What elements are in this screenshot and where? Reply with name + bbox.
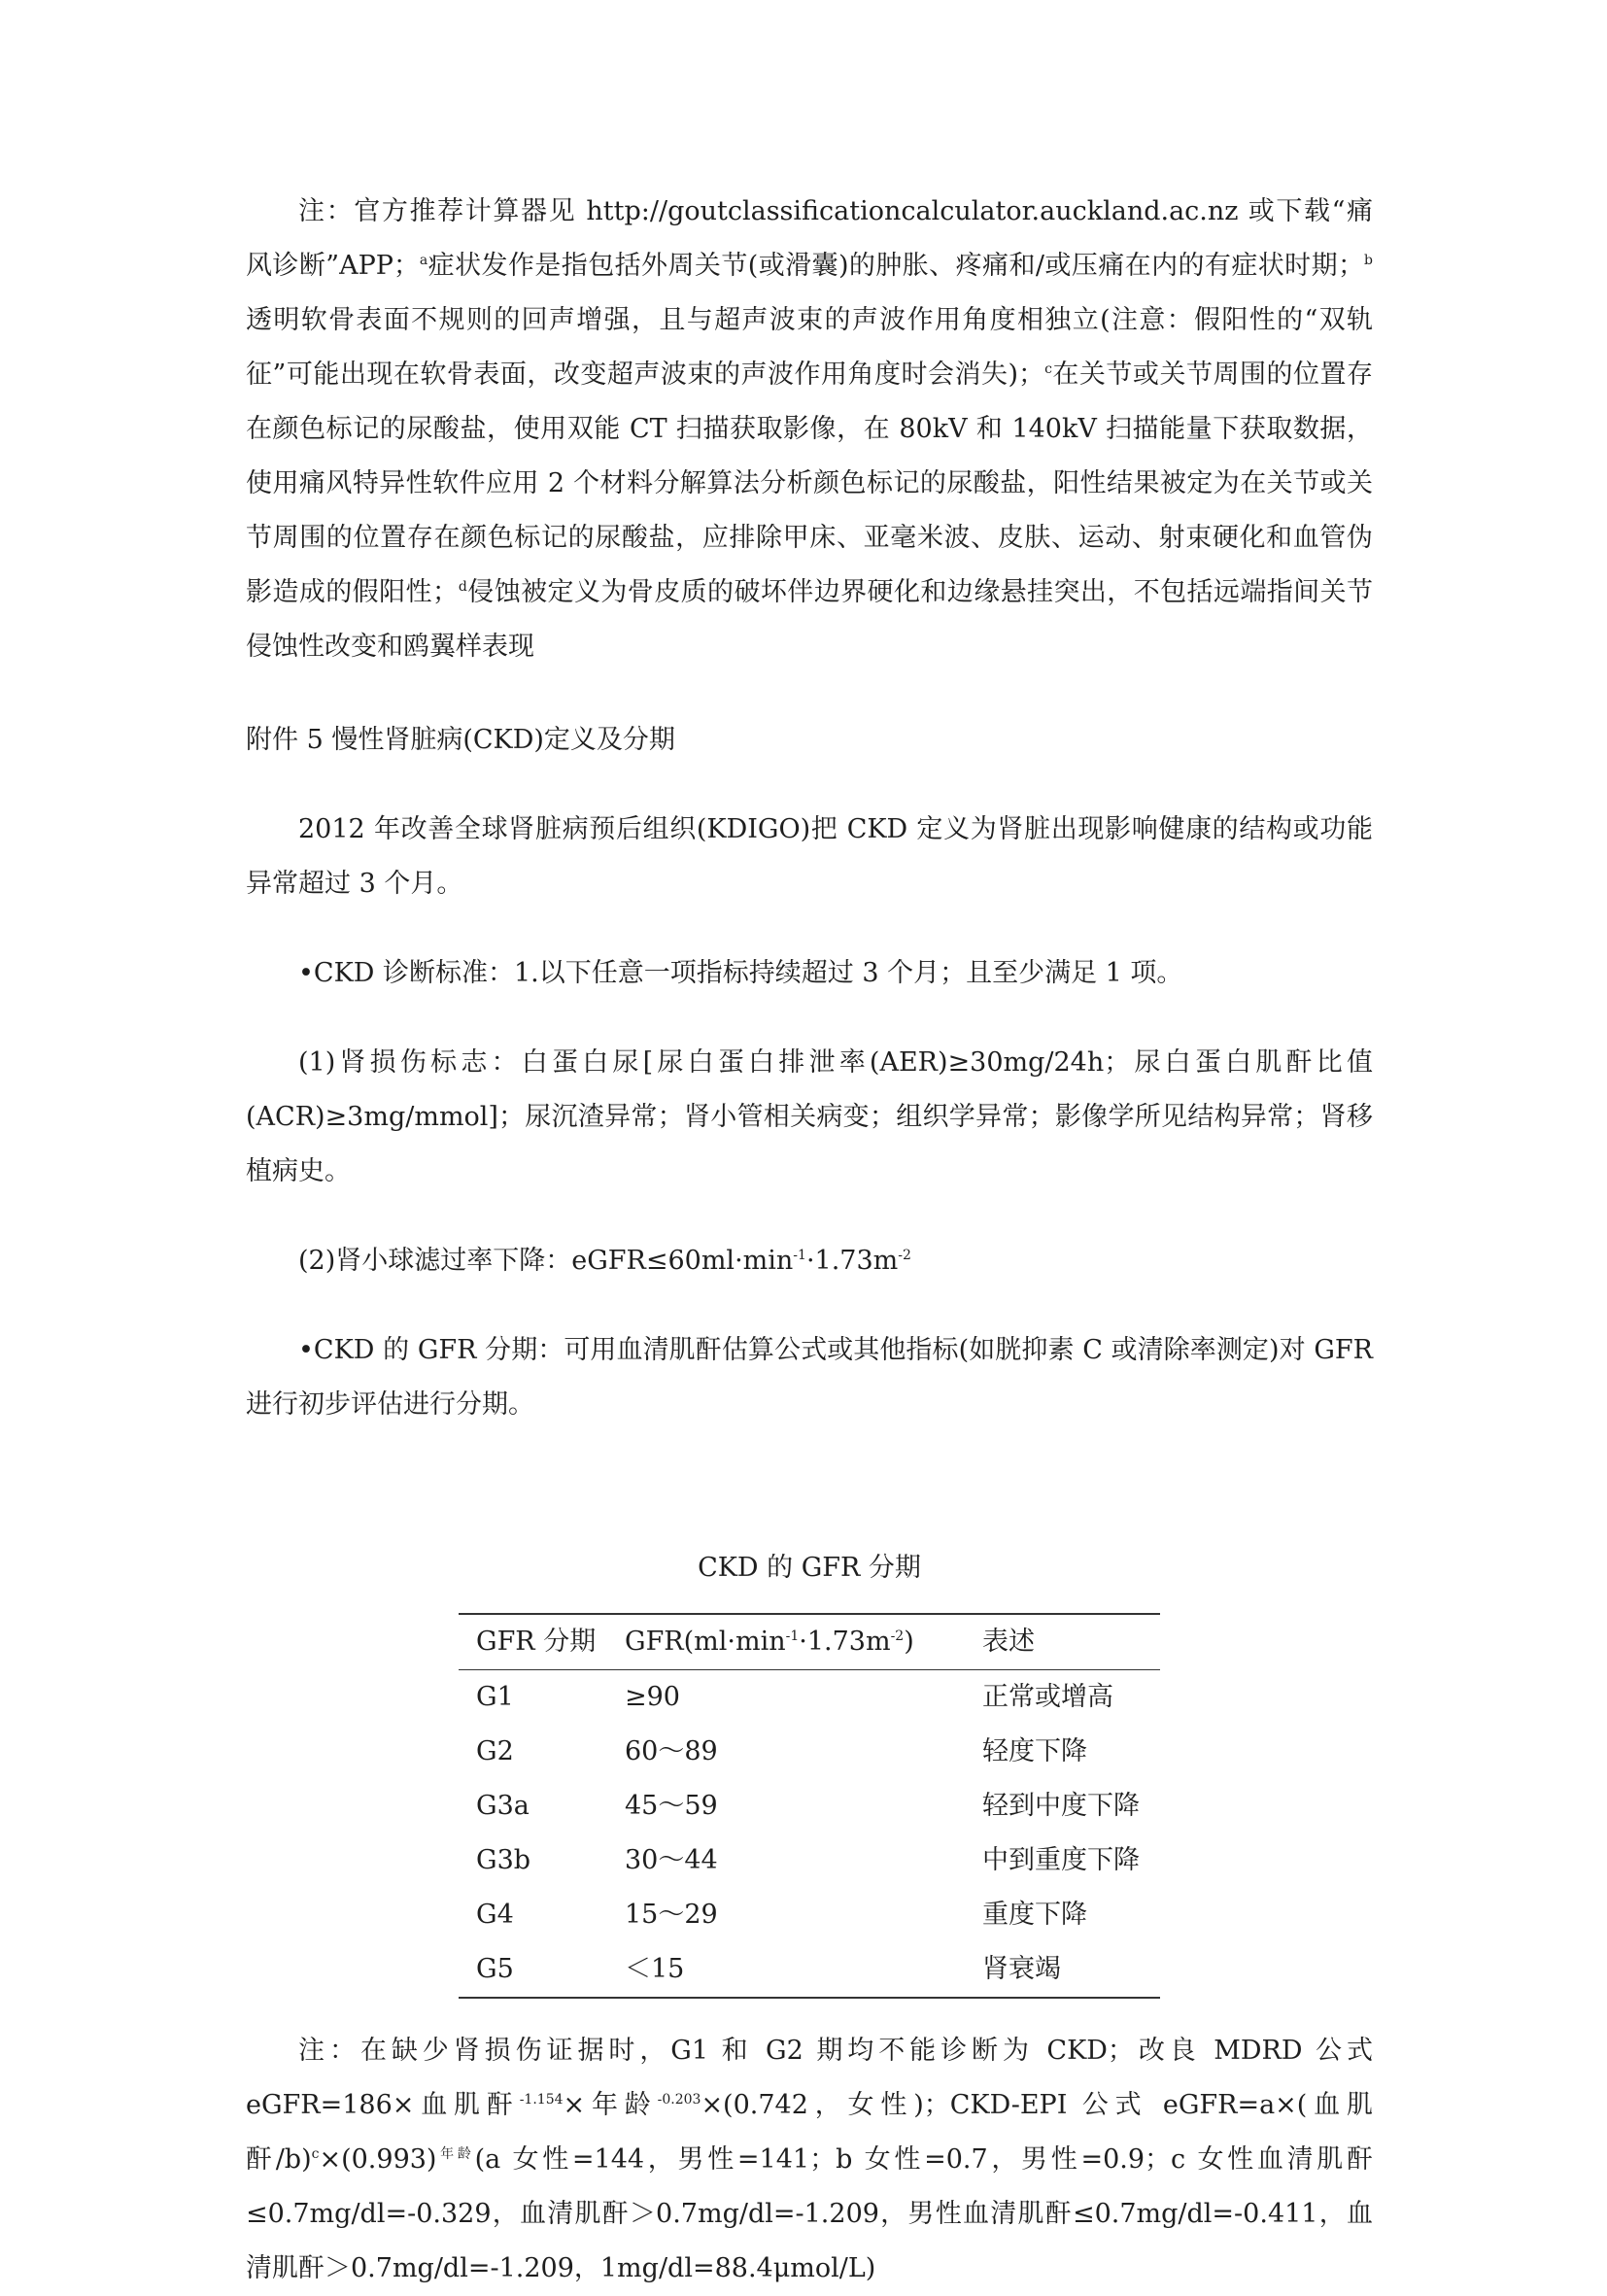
cell-description: 轻到中度下降 <box>982 1791 1140 1821</box>
gout-note-text-2: 症状发作是指包括外周关节(或滑囊)的肿胀、疼痛和/或压痛在内的有症状时期； <box>427 251 1365 281</box>
cell-stage: G2 <box>476 1736 514 1766</box>
table-header-row <box>459 1614 1160 1670</box>
appendix-title: 附件 5 慢性肾脏病(CKD)定义及分期 <box>246 725 675 755</box>
gout-note-paragraph <box>246 185 1373 674</box>
cell-description: 重度下降 <box>982 1900 1087 1930</box>
gout-note-text-3: 透明软骨表面不规则的回声增强，且与超声波束的声波作用角度相独立(注意：假阳性的“双轨征”可能出现在软骨表面，改变超声波束的声波作用角度时会消失)； <box>246 305 1373 390</box>
header-description: 表述 <box>982 1627 1035 1657</box>
gout-note-text-1: 注：官方推荐计算器见 http://goutclassificationcalculator.auckland.ac.nz 或下载“痛风诊断”APP； <box>246 196 1373 281</box>
gout-note-text-4: 在关节或关节周围的位置存在颜色标记的尿酸盐，使用双能 CT 扫描获取影像，在 80kV 和 140kV 扫描能量下获取数据，使用痛风特异性软件应用 2 个材料分解算法分析颜色标记的尿酸盐，阳性结果被定为在关节或关节周围的位置存在颜色标记的尿酸盐，应排除甲床、亚毫米波、皮肤、运动、射束硬化和血管伪影造成的假阳性； <box>246 360 1373 607</box>
criterion-gfr-decline: (2)肾小球滤过率下降：$eGFR\le 60ml\cdot\min^{-1}\cdot 1.73m^{-2}$ <box>298 1246 911 1276</box>
cell-gfr: ＜15 <box>625 1954 685 1984</box>
cell-description: 肾衰竭 <box>982 1954 1061 1984</box>
cell-gfr: 45～59 <box>625 1791 718 1821</box>
table-row <box>459 1670 1160 1726</box>
cell-stage: G4 <box>476 1900 514 1930</box>
header-gfr: $GFR(ml\cdot\min^{-1}\cdot 1.73m^{-2})$ <box>625 1627 914 1657</box>
table-row <box>459 1725 1160 1779</box>
cell-stage: G1 <box>476 1682 514 1712</box>
table-row <box>459 1942 1160 1998</box>
gfr-stage-table <box>459 1613 1160 1999</box>
footnote-marker-d: d <box>458 579 467 595</box>
header-stage: GFR 分期 <box>476 1627 597 1657</box>
gfr-staging-text: •CKD 的 GFR 分期：可用血清肌酐估算公式或其他指标(如胱抑素 C 或清除率测定)对 GFR 进行初步评估进行分期。 <box>246 1335 1373 1420</box>
cell-gfr: ≥90 <box>625 1682 680 1712</box>
footnote-marker-c: c <box>1044 361 1052 377</box>
cell-gfr: 60～89 <box>625 1736 718 1766</box>
table-row <box>459 1779 1160 1833</box>
cell-stage: G3b <box>476 1845 531 1875</box>
footnote-marker-a: a <box>419 253 428 268</box>
cell-stage: G5 <box>476 1954 514 1984</box>
cell-gfr: 30～44 <box>625 1845 718 1875</box>
cell-gfr: 15～29 <box>625 1900 718 1930</box>
ckd-definition: 2012 年改善全球肾脏病预后组织(KDIGO)把 CKD 定义为肾脏出现影响健康的结构或功能异常超过 3 个月。 <box>246 814 1373 899</box>
document-page <box>246 185 1373 2296</box>
cell-stage: G3a <box>476 1791 530 1821</box>
criterion-kidney-damage: (1)肾损伤标志：白蛋白尿[尿白蛋白排泄率(AER)≥30mg/24h；尿白蛋白肌酐比值(ACR)≥3mg/mmol]；尿沉渣异常；肾小管相关病变；组织学异常；影像学所见结构异常；肾移植病史。 <box>246 1047 1373 1186</box>
table-row <box>459 1833 1160 1888</box>
cell-description: 正常或增高 <box>982 1682 1113 1712</box>
footnote-marker-b: b <box>1364 253 1373 268</box>
cell-description: 中到重度下降 <box>982 1845 1140 1875</box>
table-row <box>459 1888 1160 1942</box>
cell-description: 轻度下降 <box>982 1736 1087 1766</box>
table-caption: CKD 的 GFR 分期 <box>698 1553 921 1583</box>
gout-note-text-5: 侵蚀被定义为骨皮质的破坏伴边界硬化和边缘悬挂突出，不包括远端指间关节侵蚀性改变和鸥翼样表现 <box>246 577 1374 662</box>
ckd-note-paragraph: 注：在缺少肾损伤证据时，G1 和 G2 期均不能诊断为 CKD；改良 MDRD 公式 eGFR=186×血肌酐$^{-1.154}$×年龄$^{-0.203}$×(0.742，女性)；CKD-EPI 公式 eGFR=a×(血肌酐$/b)^c\times(0.993)^{年龄}(a$ 女性=144，男性=141；b 女性=0.7，男性=0.9；c 女性血清肌酐≤0.7mg/dl=-0.329，血清肌酐＞0.7mg/dl=-1.209，男性血清肌酐≤0.7mg/dl=-0.411，血清肌酐＞0.7mg/dl=-1.209，1mg/dl=88.4μmol/L) <box>246 2036 1373 2283</box>
ckd-criteria: •CKD 诊断标准：1.以下任意一项指标持续超过 3 个月；且至少满足 1 项。 <box>298 958 1183 988</box>
